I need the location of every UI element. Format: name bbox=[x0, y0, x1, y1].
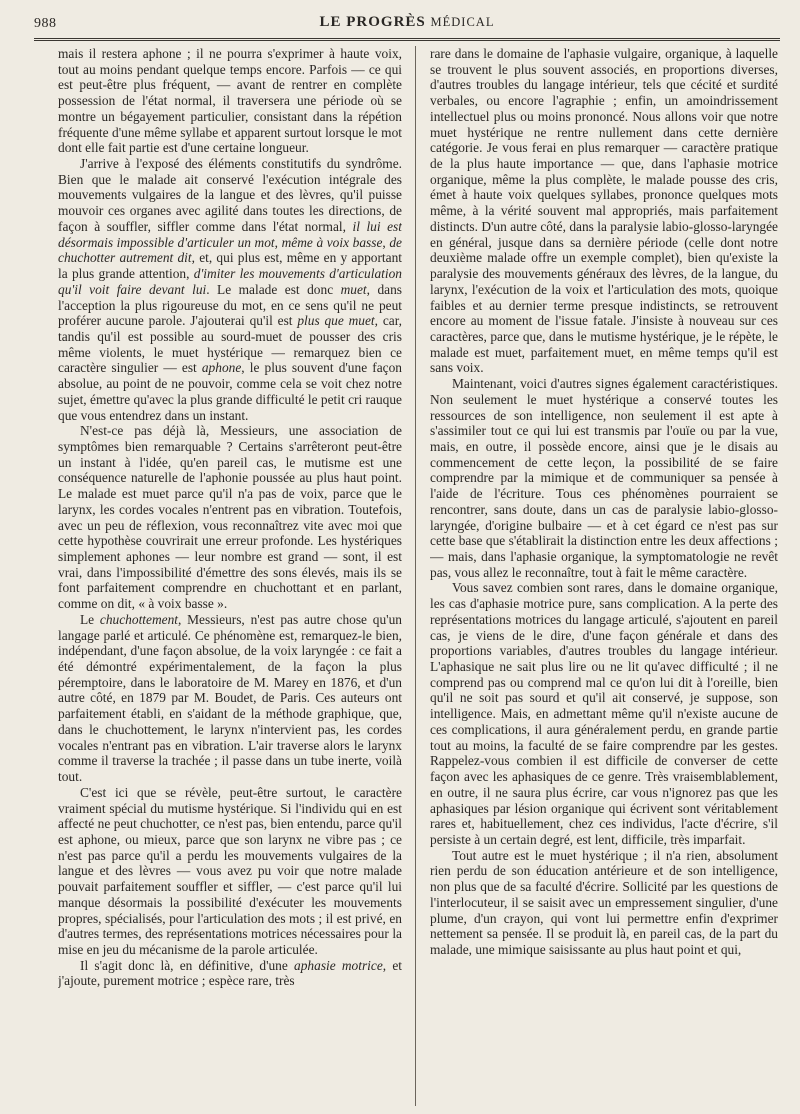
text-run: , Messieurs, n'est pas autre chose qu'un langage parlé et articulé. Ce phénomène est, remarquez-le bien, indépendant, d'une façon absolue, de la voix laryngée : ce fait a été démontré expérimentalement, de la façon la plus péremptoire, dans le laboratoire de M. Marey en 1876, et d'un autre côté, en 1879 par M. Boudet, de Paris. Ces auteurs ont parfaitement établi, en s'aidant de la méthode graphique, que, dans le chuchottement, le larynx n'intervient pas, les cordes vocales n'entrant pas en vibration. L'air traverse alors le larynx comme il traverse la trachée ; il passe dans un tube inerte, voilà tout. bbox=[58, 611, 402, 785]
paragraph bbox=[58, 785, 402, 958]
text-run: , bbox=[382, 234, 390, 250]
paragraph bbox=[430, 848, 778, 958]
text-run: Tout autre est le muet hystérique ; il n'a rien, absolument rien perdu de son éducation antérieure et de son intelligence, non plus que de sa faculté d'écrire. Sollicité par les questions de l'interlocuteur, il se saisit avec un empressement singulier, d'une plume, d'un crayon, qui vont lui permettre enfin d'exprimer nettement sa pensée. Il se produit là, en pareil cas, de la part du malade, une mimique saisissante au plus haut point et qui, bbox=[430, 847, 778, 957]
text-run: , le plus souvent d'une façon absolue, au point de ne pouvoir, comme cela se voit chez notre sujet, émettre qu'avec la plus grande difficulté le petit cri rauque que vous entendrez dans un instant. bbox=[58, 360, 402, 423]
text-run: , dans l'acception la plus rigoureuse du mot, en ce sens qu'il ne peut proférer aucune parole. J'ajouterai qu'il est bbox=[58, 281, 402, 329]
left-column bbox=[58, 46, 402, 1106]
text-run: , et j'ajoute, purement motrice ; espèce rare, très bbox=[58, 957, 402, 989]
paragraph bbox=[430, 376, 778, 580]
italic-text: même à voix basse bbox=[281, 234, 383, 250]
right-column bbox=[430, 46, 778, 1106]
paragraph bbox=[58, 46, 402, 156]
text-run: , car, tandis qu'il est possible au sourd-muet de pousser des cris même violents, le muet hystérique — remarquez bien ce caractère singulier — est bbox=[58, 313, 402, 376]
page-header bbox=[34, 14, 780, 36]
paragraph bbox=[430, 46, 778, 376]
text-run: Il s'agit donc là, en définitive, d'une bbox=[80, 957, 295, 973]
italic-text: aphone bbox=[201, 360, 242, 376]
text-run: N'est-ce pas déjà là, Messieurs, une association de symptômes bien remarquable ? Certains s'arrêteront peut-être un instant à l'idée, qu'en pareil cas, le mutisme est une conséquence naturelle de l'aphonie poussée au plus haut point. Le malade est muet parce qu'il n'a pas de voix, parce que le larynx, les cordes vocales n'entrent pas en vibration. Toutefois, avec un peu de réflexion, vous reconnaîtrez vite avec moi que cette hypothèse couvrirait une erreur profonde. Les hystériques simplement aphones — leur nombre est grand — sont, il est vrai, dans l'impossibilité d'émettre des sons élevés, mais ils se font parfaitement comprendre en chuchottant et en parlant, comme on dit, « à voix basse ». bbox=[58, 423, 402, 612]
text-run: . Le malade est donc bbox=[206, 281, 341, 297]
italic-text: il lui est désormais impossible d'articuler un mot bbox=[58, 218, 402, 250]
paragraph bbox=[58, 156, 402, 423]
italic-text: d'imiter les mouvements d'articulation qu'il voit faire devant lui bbox=[58, 266, 402, 297]
running-title-sub: MÉDICAL bbox=[430, 15, 495, 29]
header-rule bbox=[34, 38, 780, 41]
paragraph bbox=[430, 580, 778, 847]
page-number: 988 bbox=[34, 16, 57, 31]
italic-text: aphasie motrice bbox=[294, 957, 383, 973]
text-run: , bbox=[274, 234, 282, 250]
text-run: rare dans le domaine de l'aphasie vulgaire, organique, à laquelle se trouvent le plus souvent associés, en proportions diverses, d'autres troubles du langage intérieur, tels que cécité et surdité verbales, ou encore l'agraphie ; enfin, un amoindrissement intellectuel plus ou moins prononcé. Nous allons voir que notre muet hystérique ne rentre nullement dans cette dernière catégorie. Je vous ferai en plus remarquer — caractère pratique de la plus haute importance — que, dans l'aphasie motrice organique, même la plus complète, le malade pousse des cris, émet à haute voix quelques syllabes, prononce quelques mots même, à la vérité souvent mal appropriés, mais parfaitement distincts. D'un autre côté, dans la paralysie labio-glosso-laryngée en général, jusque dans sa dernière période (celle dont notre deuxième malade offre un exemple complet), bien qu'existe la paralysie des mouvements généraux des lèvres, de la langue, du larynx, l'exécution de la voix et l'articulation des mots, quoique faibles et au dernier terme presque indistincts, se retrouvent encore au moment de l'issue fatale. J'insiste à nouveau sur ces caractères, parce que, dans le mutisme hystérique, je le répète, le malade est muet, parfaitement muet, en même temps qu'il est sans voix. bbox=[430, 46, 778, 376]
italic-text: chuchottement bbox=[99, 611, 178, 627]
text-run: , et, qui plus est, même en y apportant la plus grande attention, bbox=[58, 250, 402, 282]
italic-text: plus que muet bbox=[297, 313, 375, 329]
running-title-main: LE PROGRÈS bbox=[319, 14, 426, 30]
text-run: C'est ici que se révèle, peut-être surtout, le caractère vraiment spécial du mutisme hystérique. Si l'individu qui en est affecté ne peut chuchotter, ce n'est pas, bien entendu, parce qu'il est aphone, ou mieux, parce que son larynx ne vibre pas ; ce n'est pas parce qu'il a perdu les mouvements vulgaires de la langue et des lèvres — vous avez pu voir que notre malade pouvait parfaitement souffler et siffler, — c'est parce qu'il lui manque désormais la possibilité d'exécuter les mouvements propres, spécialisés, pour l'articulation des mots ; il est privé, en d'autres termes, des représentations motrices nécessaires pour la mise en jeu du mécanisme de la parole articulée. bbox=[58, 784, 402, 957]
text-run: J'arrive à l'exposé des éléments constitutifs du syndrôme. Bien que le malade ait conservé l'exécution intégrale des mouvements vulgaires de la langue et des lèvres, qu'il puisse mouvoir ces organes avec agilité dans toutes les directions, de façon à souffler, siffler comme dans l'état normal, bbox=[58, 156, 402, 234]
text-run: Le bbox=[80, 611, 100, 627]
text-run: mais il restera aphone ; il ne pourra s'exprimer à haute voix, tout au moins pendant quelque temps encore. Parfois — ce qui est peut-être plus fréquent, — avant de rentrer en complète possession de l'état normal, il traversera une période où se montre un bégayement particulier, consistant dans la répétion fréquente d'une même syllabe et apparent surtout lorsque le mot dont elle fait partie est d'une certaine longueur. bbox=[58, 46, 402, 156]
italic-text: de chuchotter autrement dit bbox=[58, 234, 402, 266]
text-run: Vous savez combien sont rares, dans le domaine organique, les cas d'aphasie motrice pure, sans complication. A la perte des représentations motrices du langage articulé, s'ajoutent en pareil cas, je viens de le dire, d'une façon générale et dans des proportions variables, d'autres troubles du langage intérieur. L'aphasique ne sait plus lire ou ne lit qu'avec difficulté ; il ne comprend pas ou comprend mal ce qu'on lui dit à l'oreille, bien qu'il ne soit pas sourd et qu'il ait conservé, je suppose, son intelligence. Mais, en admettant même qu'il n'existe aucune de ces complications, il aura généralement perdu, en grande partie tout au moins, la faculté de se faire comprendre par les gestes. Rappelez-vous combien il est difficile de converser de cette façon avec les aphasiques de ce genre. Très vraisemblablement, en outre, il ne saura plus écrire, car vous n'ignorez pas que les aphasiques par lésion organique qui écrivent sont véritablement rares et, habituellement, chez ces individus, l'acte d'écrire, s'il persiste à un certain degré, est lent, difficile, très imparfait. bbox=[430, 580, 778, 847]
paragraph bbox=[58, 612, 402, 785]
italic-text: muet bbox=[340, 281, 367, 297]
text-run: Maintenant, voici d'autres signes également caractéristiques. Non seulement le muet hystérique a conservé toutes les ressources de son intelligence, non seulement il est apte à s'assimiler tout ce qui lui est transmis par l'ouïe ou par la vue, mais, en outre, il possède encore, ainsi que je le disais au commencement de cette leçon, la possibilité de se faire comprendre par la mimique et de communiquer sa pensée à l'aide de l'écriture. Tous ces phénomènes pourraient se rencontrer, sans doute, dans un cas de paralysie labio-glosso-laryngée, d'origine bulbaire — et à cet égard ce n'est pas sur cette base que s'établirait la distinction entre les deux affections ; — mais, dans l'aphasie organique, la symptomatologie ne revêt pas, vous allez le reconnaître, tout à fait le même caractère. bbox=[430, 376, 778, 580]
column-divider bbox=[415, 46, 416, 1106]
paragraph bbox=[58, 423, 402, 612]
paragraph bbox=[58, 958, 402, 989]
running-title bbox=[34, 14, 780, 31]
